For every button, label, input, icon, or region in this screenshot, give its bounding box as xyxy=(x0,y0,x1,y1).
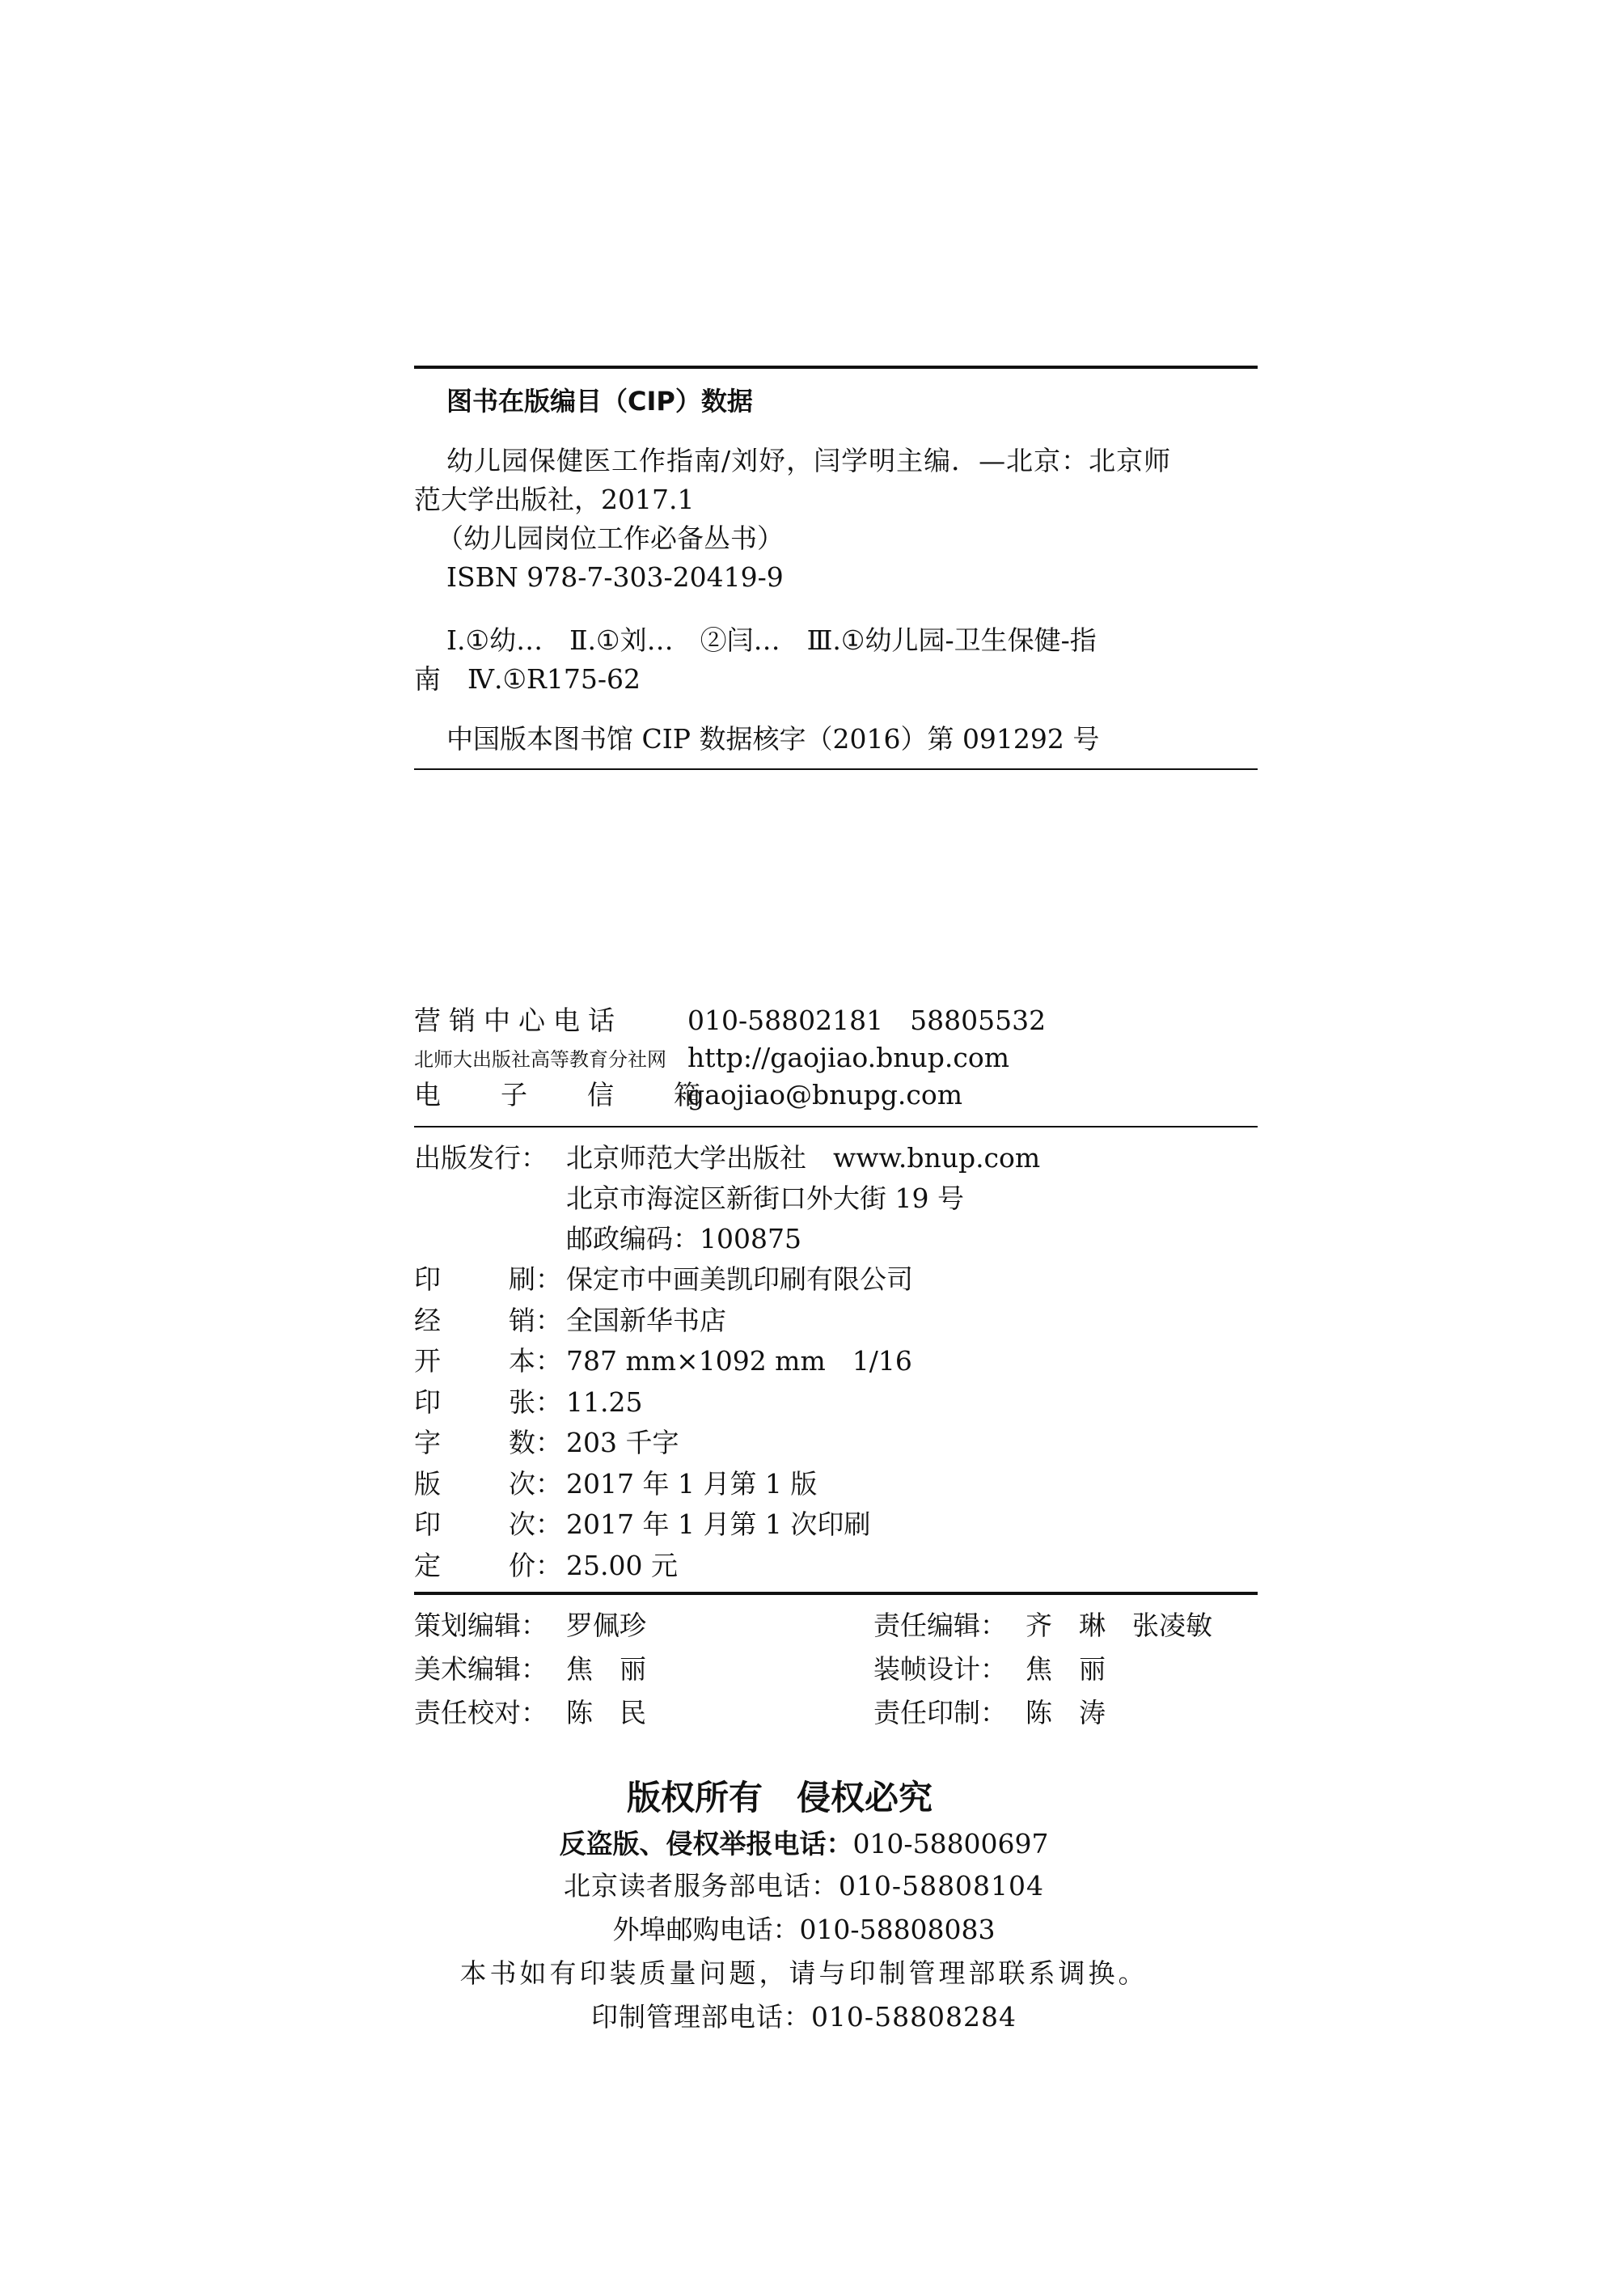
cip-classification-line-2: 南 Ⅳ.①R175-62 xyxy=(414,663,641,695)
editor-left-name: 陈 民 xyxy=(566,1697,646,1728)
print-dept-phone: 印制管理部电话：010-58808284 xyxy=(590,2001,1017,2033)
editor-left-label: 美术编辑： xyxy=(414,1653,548,1685)
cip-classification-line-1: Ⅰ.①幼… Ⅱ.①刘… ②闫… Ⅲ.①幼儿园-卫生保健-指 xyxy=(446,624,1097,656)
quality-note: 本书如有印装质量问题，请与印制管理部联系调换。 xyxy=(459,1957,1148,1989)
piracy-report-label: 反盗版、侵权举报电话： xyxy=(559,1828,853,1859)
editor-right-label: 责任印制： xyxy=(873,1697,1007,1728)
reader-service-phone: 北京读者服务部电话：010-58808104 xyxy=(563,1870,1045,1902)
marketing-phone: 010-58802181 58805532 xyxy=(687,1005,1047,1036)
contact-bottom-rule xyxy=(414,1126,1258,1127)
publish-row-label: 经 销 xyxy=(414,1305,535,1336)
publisher-address: 北京市海淀区新街口外大街 19 号 xyxy=(566,1182,964,1214)
publish-row-colon: ： xyxy=(535,1550,562,1581)
publish-row-label: 定 价 xyxy=(414,1550,535,1581)
cip-isbn: ISBN 978-7-303-20419-9 xyxy=(446,561,784,593)
publish-row-value: 全国新华书店 xyxy=(566,1305,726,1336)
cip-verification: 中国版本图书馆 CIP 数据核字（2016）第 091292 号 xyxy=(446,723,1100,755)
email-address: gaojiao@bnupg.com xyxy=(687,1079,963,1111)
piracy-report xyxy=(0,1826,1616,1862)
cip-bottom-rule xyxy=(414,768,1258,770)
editor-right-name: 陈 涛 xyxy=(1026,1697,1106,1728)
publish-row-label: 印 次 xyxy=(414,1508,535,1540)
publish-row-colon: ： xyxy=(535,1386,562,1418)
publish-row-label: 印 刷 xyxy=(414,1263,535,1295)
publish-row-label: 字 数 xyxy=(414,1427,535,1458)
publish-row-value: 保定市中画美凯印刷有限公司 xyxy=(566,1263,913,1295)
editor-left-name: 罗佩珍 xyxy=(566,1610,646,1641)
publish-row-colon: ： xyxy=(535,1508,562,1540)
cip-series: （幼儿园岗位工作必备丛书） xyxy=(437,522,784,554)
cip-title-line-1: 幼儿园保健医工作指南/刘妤，闫学明主编．—北京：北京师 xyxy=(446,445,1172,476)
publisher-label: 出版发行： xyxy=(414,1142,548,1174)
copyright-title: 版权所有 侵权必究 xyxy=(626,1778,933,1817)
publisher-postcode: 邮政编码：100875 xyxy=(566,1223,801,1254)
publish-row-value: 2017 年 1 月第 1 版 xyxy=(566,1468,818,1500)
editor-right-label: 责任编辑： xyxy=(873,1610,1007,1641)
editor-right-label: 装帧设计： xyxy=(873,1653,1007,1685)
mail-order-phone: 外埠邮购电话：010-58808083 xyxy=(612,1914,996,1945)
publish-row-label: 开 本 xyxy=(414,1345,535,1377)
cip-heading: 图书在版编目（CIP）数据 xyxy=(446,386,753,417)
piracy-report-phone: 010-58800697 xyxy=(852,1828,1049,1859)
publish-bottom-rule xyxy=(414,1592,1258,1595)
publish-row-value: 2017 年 1 月第 1 次印刷 xyxy=(566,1508,871,1540)
web-label: 北师大出版社高等教育分社网 xyxy=(414,1048,666,1071)
publisher-value: 北京师范大学出版社 www.bnup.com xyxy=(566,1142,1041,1174)
marketing-label: 营销中心电话 xyxy=(414,1005,623,1036)
cip-title-line-2: 范大学出版社，2017.1 xyxy=(414,484,695,515)
web-url: http://gaojiao.bnup.com xyxy=(687,1042,1010,1073)
publish-row-label: 版 次 xyxy=(414,1468,535,1500)
publish-row-colon: ： xyxy=(535,1468,562,1500)
publish-row-colon: ： xyxy=(535,1427,562,1458)
editor-right-name: 焦 丽 xyxy=(1026,1653,1106,1685)
publish-row-value: 787 mm×1092 mm 1/16 xyxy=(566,1345,912,1377)
cip-top-rule xyxy=(414,366,1258,369)
publish-row-value: 203 千字 xyxy=(566,1427,679,1458)
publish-row-colon: ： xyxy=(535,1305,562,1336)
editor-left-name: 焦 丽 xyxy=(566,1653,646,1685)
publish-row-label: 印 张 xyxy=(414,1386,535,1418)
publish-row-value: 25.00 元 xyxy=(566,1550,678,1581)
editor-right-name: 齐 琳 张凌敏 xyxy=(1026,1610,1212,1641)
email-label: 电子信箱 xyxy=(414,1079,760,1111)
publish-row-colon: ： xyxy=(535,1345,562,1377)
editor-left-label: 策划编辑： xyxy=(414,1610,548,1641)
publish-row-colon: ： xyxy=(535,1263,562,1295)
editor-left-label: 责任校对： xyxy=(414,1697,548,1728)
publish-row-value: 11.25 xyxy=(566,1386,643,1418)
